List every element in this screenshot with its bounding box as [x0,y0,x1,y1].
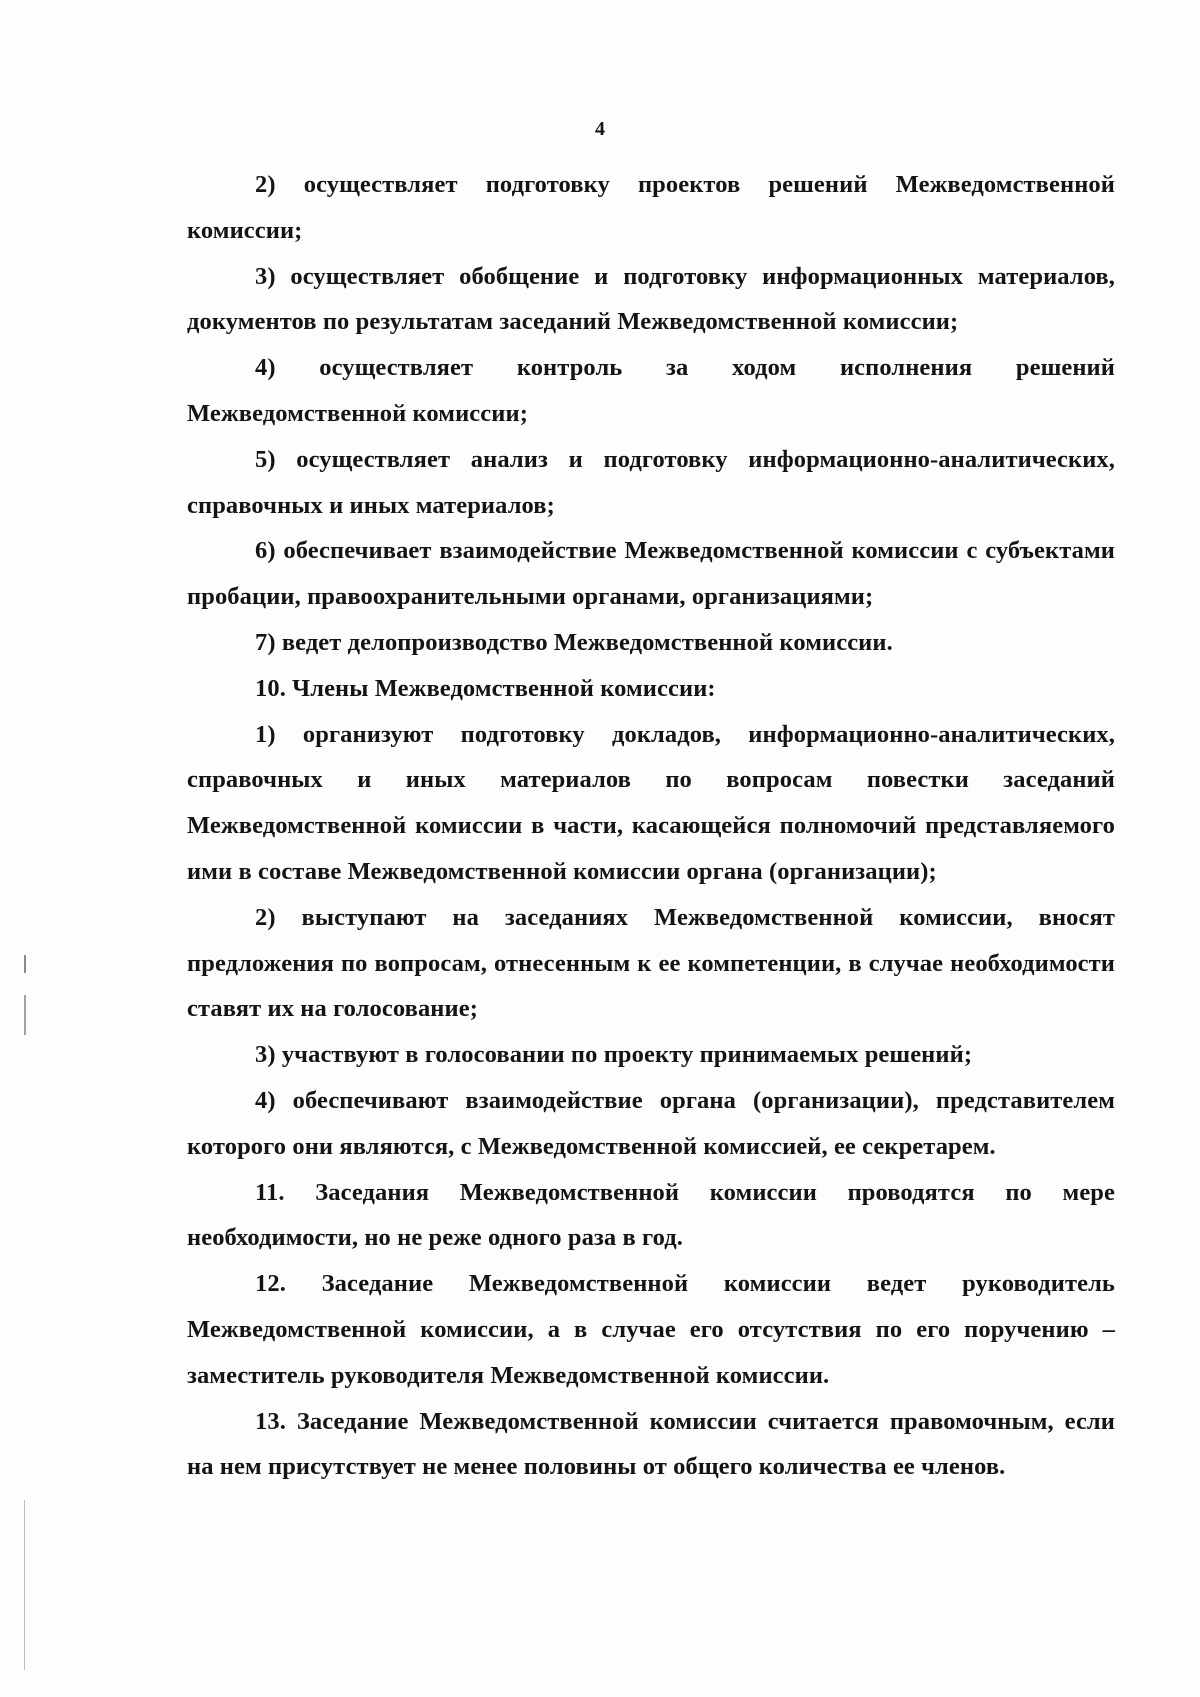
page-number: 4 [595,118,605,140]
document-body [187,162,1115,1490]
scan-artifact-mark [24,995,26,1035]
paragraph-item-4-control: 4) осуществляет контроль за ходом исполнения решений Межведомственной комиссии; [187,354,1115,427]
scan-artifact-mark [24,1500,25,1670]
paragraph-item-2-drafts: 2) осуществляет подготовку проектов решений Межведомственной комиссии; [187,171,1115,244]
paragraph-item-5-analysis: 5) осуществляет анализ и подготовку информационно-аналитических, справочных и иных материалов; [187,445,1115,519]
paragraph-item-6-interaction: 6) обеспечивает взаимодействие Межведомственной комиссии с субъектами пробации, правоохранительными органами, организациями; [187,537,1115,611]
paragraph-members-item-4: 4) обеспечивают взаимодействие органа (организации), представителем которого они являются, с Межведомственной комиссией, ее секретарем. [187,1086,1115,1160]
paragraph-section-11-meetings: 11. Заседания Межведомственной комиссии проводятся по мере необходимости, но не реже одного раза в год. [187,1178,1115,1252]
paragraph-item-7-records: 7) ведет делопроизводство Межведомственной комиссии. [255,628,893,656]
scan-artifact-mark [24,955,26,973]
paragraph-members-item-2: 2) выступают на заседаниях Межведомственной комиссии, вносят предложения по вопросам, отнесенным к ее компетенции, в случае необходимости ставят их на голосование; [187,903,1115,1023]
paragraph-section-12-chair: 12. Заседание Межведомственной комиссии ведет руководитель Межведомственной комиссии, а в случае его отсутствия по его поручению – заместитель руководителя Межведомственной комиссии. [187,1270,1115,1389]
paragraph-section-13-quorum: 13. Заседание Межведомственной комиссии считается правомочным, если на нем присутствует не менее половины от общего количества ее членов. [187,1407,1115,1481]
paragraph-members-item-3: 3) участвуют в голосовании по проекту принимаемых решений; [255,1041,973,1069]
paragraph-item-3-materials: 3) осуществляет обобщение и подготовку информационных материалов, документов по результатам заседаний Межведомственной комиссии; [187,262,1115,336]
paragraph-members-item-1: 1) организуют подготовку докладов, информационно-аналитических, справочных и иных материалов по вопросам повестки заседаний Межведомственной комиссии в части, касающейся полномочий представляемого ими в составе Межведомственной комиссии органа (организации); [187,720,1115,885]
paragraph-section-10-members: 10. Члены Межведомственной комиссии: [255,674,716,702]
